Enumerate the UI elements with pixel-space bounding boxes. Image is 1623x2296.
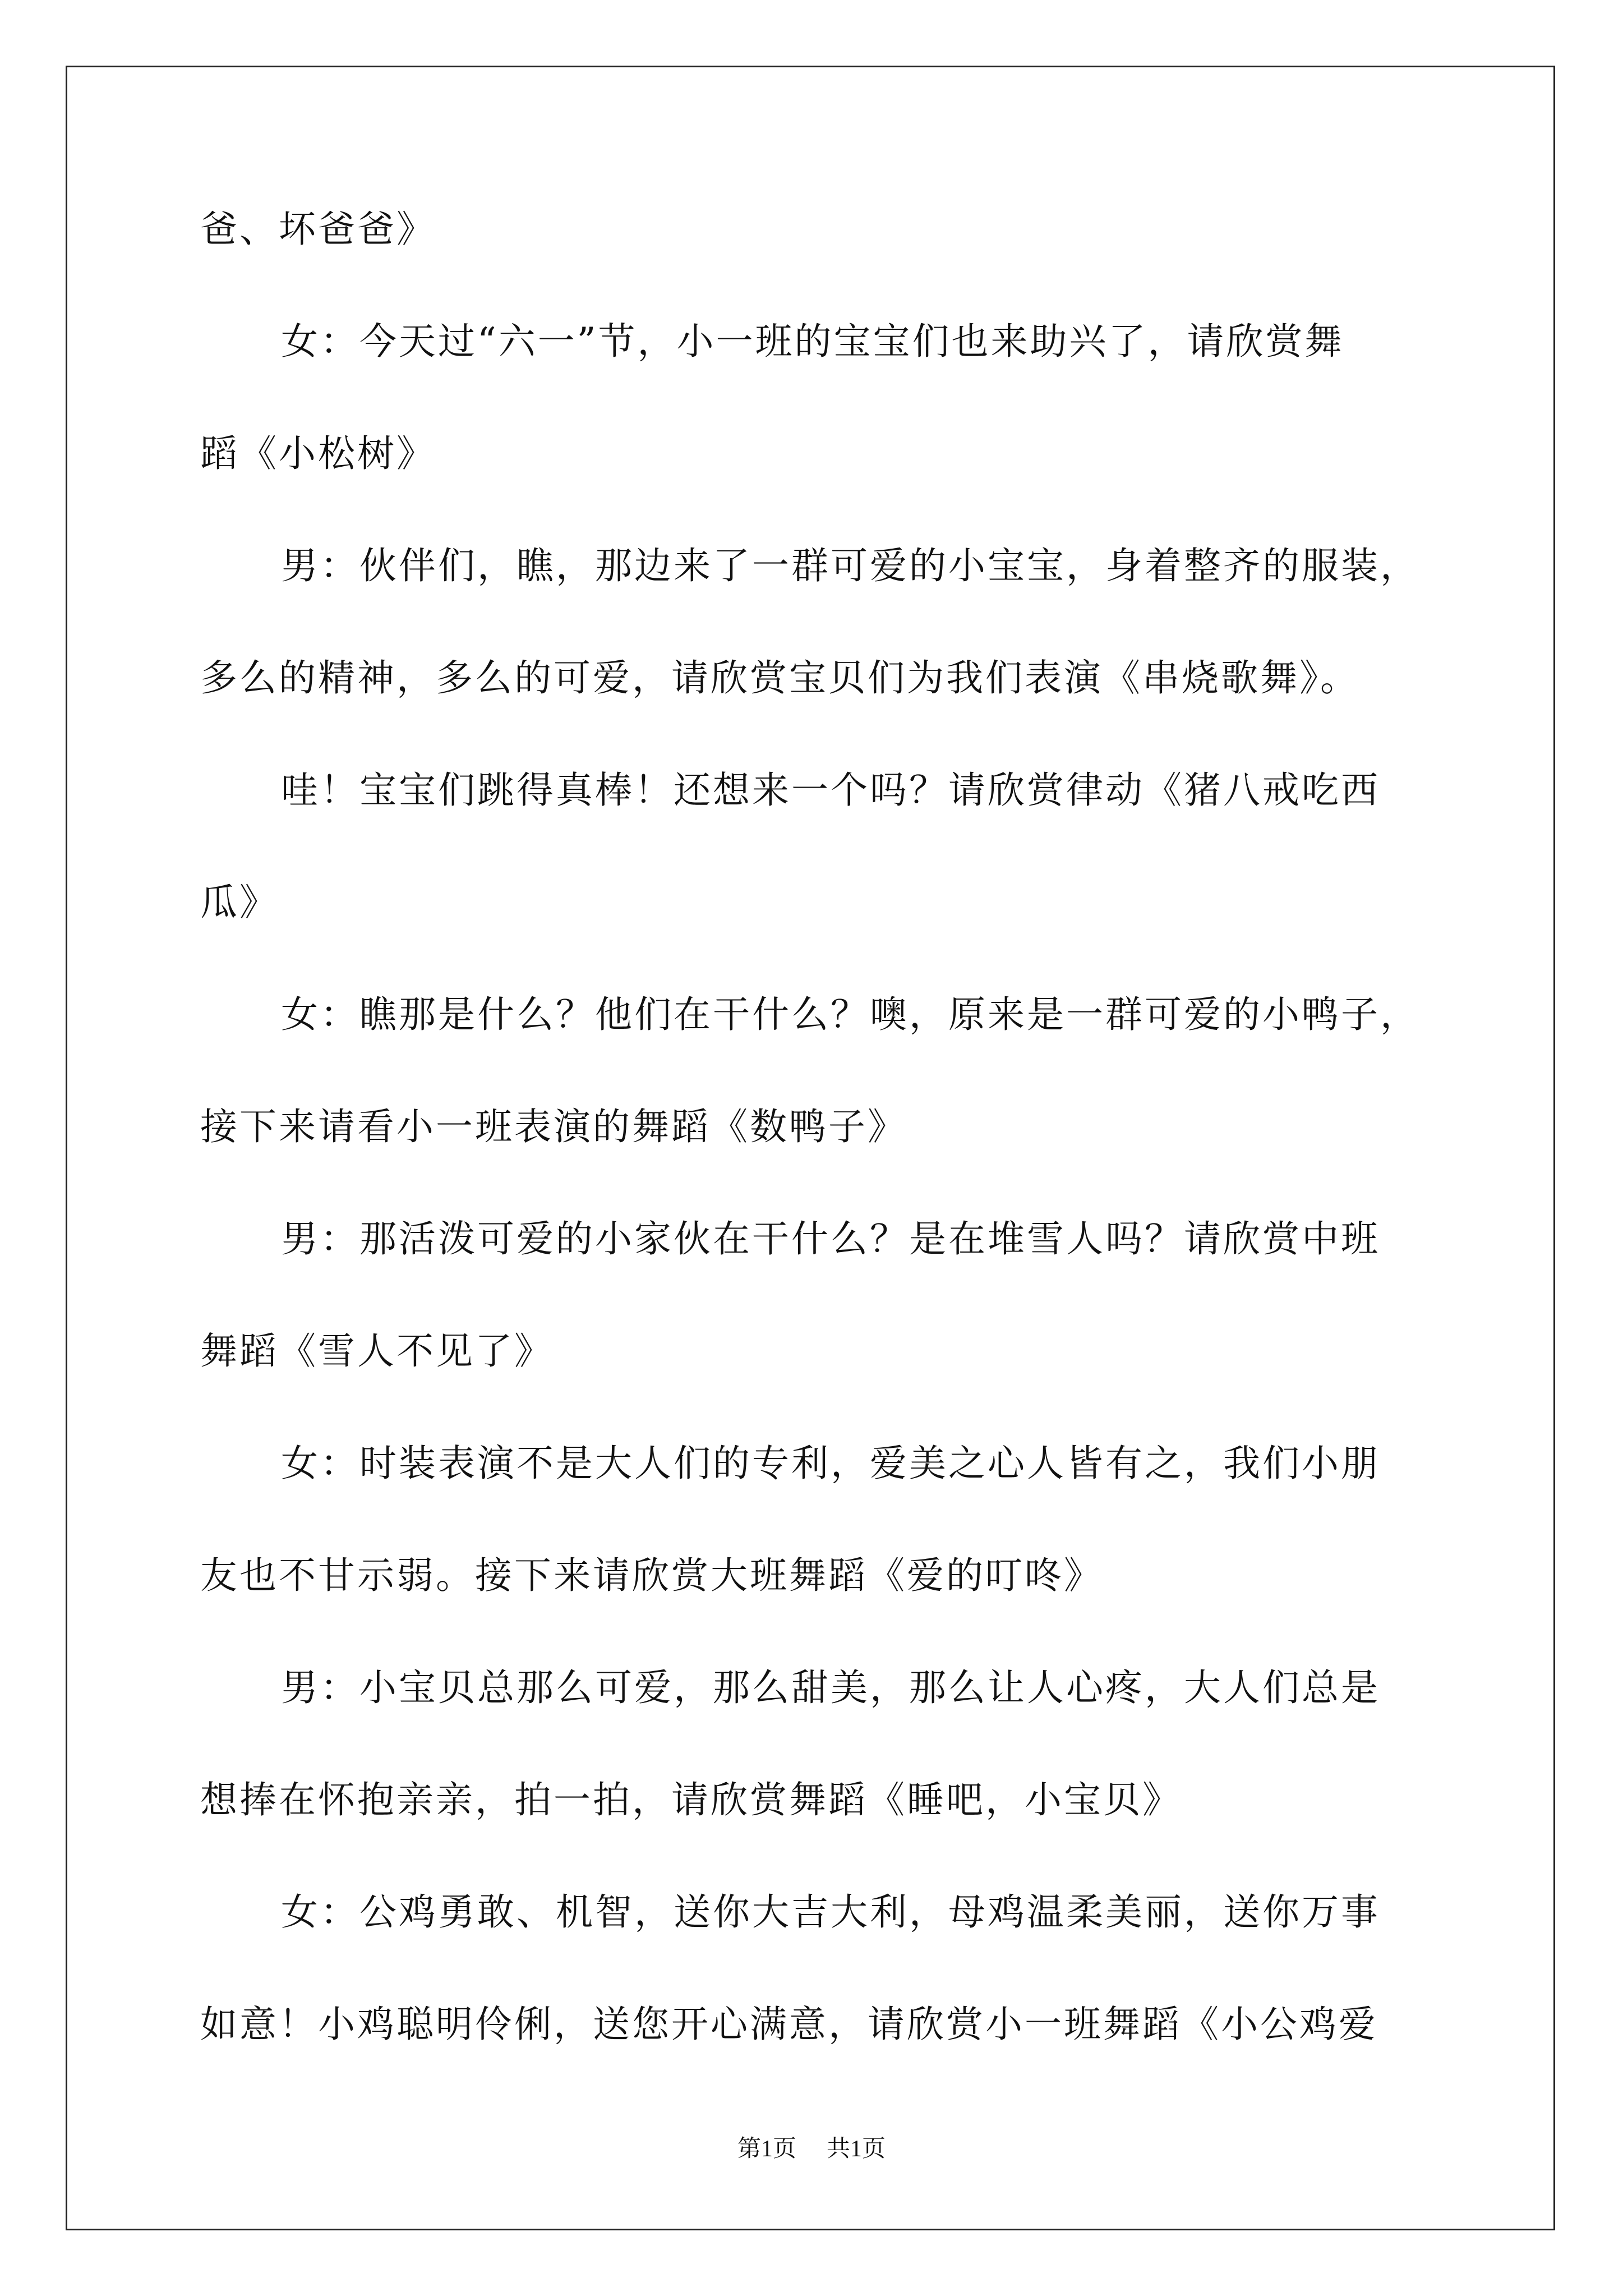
- page-total: 共1页: [827, 2136, 886, 2162]
- text-line: 接下来请看小一班表演的舞蹈《数鸭子》: [200, 1105, 907, 1148]
- text-line: 如意！小鸡聪明伶俐，送您开心满意，请欣赏小一班舞蹈《小公鸡爱: [200, 2003, 1378, 2046]
- page-number: 第1页: [737, 2136, 796, 2162]
- text-line: 瓜》: [200, 881, 279, 924]
- text-line: 女：瞧那是什么？他们在干什么？噢，原来是一群可爱的小鸭子，: [281, 993, 1419, 1036]
- text-line: 想捧在怀抱亲亲，拍一拍，请欣赏舞蹈《睡吧，小宝贝》: [200, 1778, 1182, 1821]
- text-line: 舞蹈《雪人不见了》: [200, 1329, 554, 1373]
- text-line: 爸、坏爸爸》: [200, 208, 436, 251]
- text-line: 女：公鸡勇敢、机智，送你大吉大利，母鸡温柔美丽，送你万事: [281, 1890, 1380, 1934]
- text-line: 男：小宝贝总那么可爱，那么甜美，那么让人心疼，大人们总是: [281, 1666, 1380, 1709]
- page-footer: [0, 2137, 1623, 2161]
- text-line: 女：时装表演不是大人们的专利，爱美之心人皆有之，我们小朋: [281, 1442, 1380, 1485]
- text-line: 女：今天过“六一”节，小一班的宝宝们也来助兴了，请欣赏舞: [281, 320, 1344, 363]
- text-line: 男：伙伴们，瞧，那边来了一群可爱的小宝宝，身着整齐的服装，: [281, 544, 1419, 587]
- text-line: 哇！宝宝们跳得真棒！还想来一个吗？请欣赏律动《猪八戒吃西: [281, 769, 1380, 812]
- text-line: 男：那活泼可爱的小家伙在干什么？是在堆雪人吗？请欣赏中班: [281, 1217, 1380, 1260]
- text-line: 多么的精神，多么的可爱，请欣赏宝贝们为我们表演《串烧歌舞》。: [200, 656, 1359, 700]
- text-line: 友也不甘示弱。接下来请欣赏大班舞蹈《爱的叮咚》: [200, 1554, 1103, 1597]
- text-line: 蹈《小松树》: [200, 432, 436, 475]
